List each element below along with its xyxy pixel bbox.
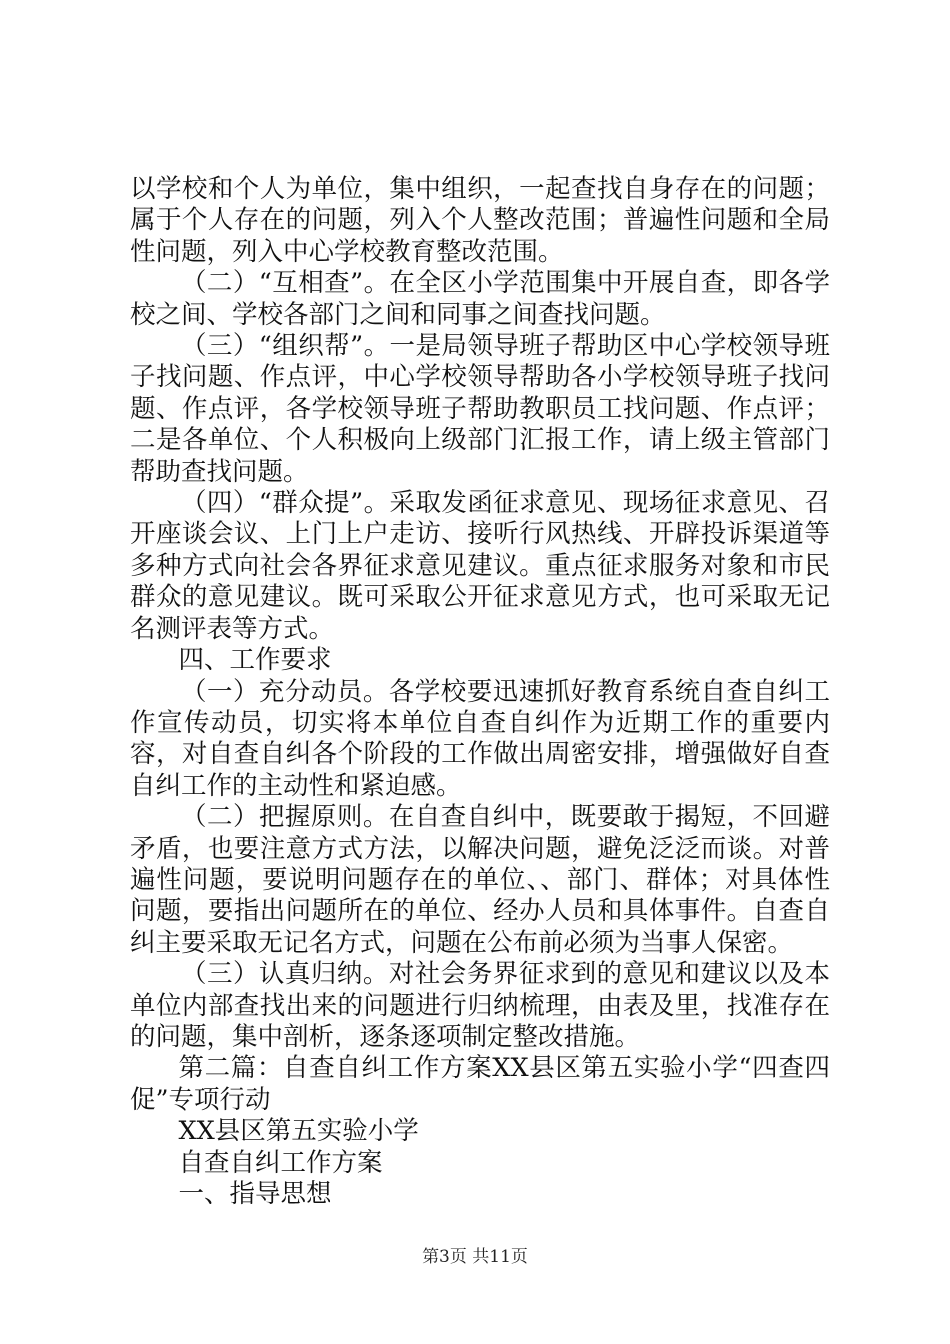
page-number-footer: 第3页 共11页 (422, 1247, 528, 1267)
paragraph-grasp-principles: （二）把握原则。在自查自纠中，既要敢于揭短，不回避矛盾，也要注意方式方法，以解决问题，避免泛泛而谈。对普遍性问题，要说明问题存在的单位、、部门、群体；对具体性问题，要指出问题所在的单位、经办人员和具体事件。自查自纠主要采取无记名方式，问题在公布前必须为当事人保密。 (130, 802, 830, 958)
paragraph-full-mobilization: （一）充分动员。各学校要迅速抓好教育系统自查自纠工作宣传动员，切实将本单位自查自纠作为近期工作的重要内容，对自查自纠各个阶段的工作做出周密安排，增强做好自查自纠工作的主动性和紧迫感。 (130, 676, 830, 801)
plan-title-heading: 自查自纠工作方案 (178, 1147, 383, 1178)
chapter-title-part-two: 第二篇：自查自纠工作方案XX县区第五实验小学“四查四促”专项行动 (130, 1053, 830, 1115)
section-heading-guiding-thought: 一、指导思想 (178, 1179, 332, 1209)
paragraph-organization-help: （三）“组织帮”。一是局领导班子帮助区中心学校领导班子找问题、作点评，中心学校领导帮助各小学校领导班子找问题、作点评，各学校领导班子帮助教职员工找问题、作点评；二是各单位、个人积极向上级部门汇报工作，请上级主管部门帮助查找问题。 (130, 331, 830, 487)
paragraph-mutual-check: （二）“互相查”。在全区小学范围集中开展自查，即各学校之间、学校各部门之间和同事之间查找问题。 (130, 268, 830, 330)
school-name-heading: XX县区第五实验小学 (178, 1116, 419, 1147)
section-heading-work-requirements: 四、工作要求 (178, 645, 332, 676)
paragraph-public-input: （四）“群众提”。采取发函征求意见、现场征求意见、召开座谈会议、上门上户走访、接听行风热线、开辟投诉渠道等多种方式向社会各界征求意见建议。重点征求服务对象和市民群众的意见建议。既可采取公开征求意见方式，也可采取无记名测评表等方式。 (130, 488, 830, 644)
paragraph-earnest-summary: （三）认真归纳。对社会务界征求到的意见和建议以及本单位内部查找出来的问题进行归纳梳理，由表及里，找准存在的问题，集中剖析，逐条逐项制定整改措施。 (130, 959, 830, 1052)
paragraph-continuation: 以学校和个人为单位，集中组织，一起查找自身存在的问题；属于个人存在的问题，列入个人整改范围；普遍性问题和全局性问题，列入中心学校教育整改范围。 (130, 174, 830, 267)
document-body (130, 174, 830, 1210)
